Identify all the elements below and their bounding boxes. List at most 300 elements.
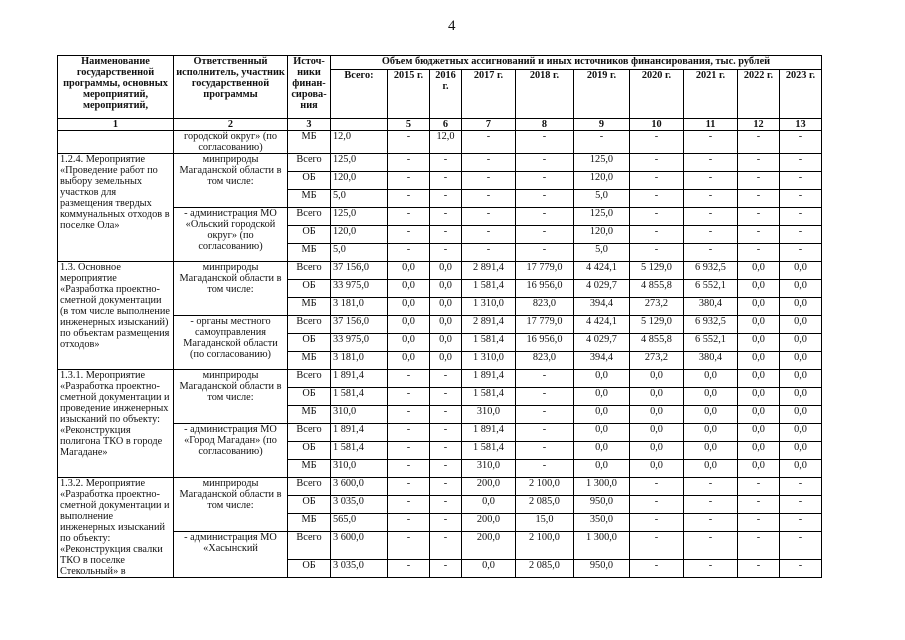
total-value: 3 035,0 — [331, 496, 388, 514]
total-value: 310,0 — [331, 460, 388, 478]
year-value: 17 779,0 — [516, 262, 574, 280]
funding-source: ОБ — [288, 388, 331, 406]
year-value: - — [684, 514, 738, 532]
year-value: 4 855,8 — [630, 280, 684, 298]
year-value: 0,0 — [780, 424, 822, 442]
year-value: 125,0 — [574, 154, 630, 172]
year-value: 1 581,4 — [462, 442, 516, 460]
year-value: - — [780, 560, 822, 578]
year-value: 1 300,0 — [574, 478, 630, 496]
year-value: - — [780, 514, 822, 532]
year-value: - — [780, 244, 822, 262]
table-row — [58, 370, 822, 388]
year-value: - — [388, 388, 430, 406]
year-value: 1 310,0 — [462, 298, 516, 316]
year-value: - — [388, 424, 430, 442]
year-value: 4 424,1 — [574, 262, 630, 280]
total-value: 33 975,0 — [331, 334, 388, 352]
year-value: 120,0 — [574, 226, 630, 244]
year-value: - — [780, 478, 822, 496]
year-value: - — [780, 532, 822, 560]
year-value: 0,0 — [738, 334, 780, 352]
year-value: 0,0 — [462, 496, 516, 514]
funding-source: МБ — [288, 352, 331, 370]
header-source: Источ-ники финан-сирова-ния — [288, 56, 331, 119]
year-value: 4 029,7 — [574, 280, 630, 298]
funding-source: МБ — [288, 298, 331, 316]
year-value: - — [684, 208, 738, 226]
total-value: 1 891,4 — [331, 424, 388, 442]
year-value: 0,0 — [430, 262, 462, 280]
year-value: - — [462, 172, 516, 190]
total-value: 12,0 — [331, 131, 388, 154]
year-value: 0,0 — [630, 424, 684, 442]
funding-source: Всего — [288, 316, 331, 334]
year-value: 0,0 — [574, 460, 630, 478]
year-value: 0,0 — [738, 280, 780, 298]
year-value: - — [630, 208, 684, 226]
year-value: - — [780, 172, 822, 190]
year-value: - — [684, 560, 738, 578]
year-value: - — [388, 226, 430, 244]
responsible-executor: минприроды Магаданской области в том числе: — [174, 478, 288, 532]
year-value: - — [780, 226, 822, 244]
year-value: - — [516, 226, 574, 244]
funding-source: Всего — [288, 424, 331, 442]
year-value: 0,0 — [388, 334, 430, 352]
year-value: - — [516, 131, 574, 154]
year-value: - — [630, 478, 684, 496]
year-value: 0,0 — [738, 298, 780, 316]
year-value: - — [430, 190, 462, 208]
year-value: 16 956,0 — [516, 334, 574, 352]
funding-source: МБ — [288, 406, 331, 424]
year-value: 0,0 — [738, 424, 780, 442]
year-value: - — [630, 154, 684, 172]
header-responsible: Ответственный исполнитель, участник государственной программы — [174, 56, 288, 119]
header-year: 2015 г. — [388, 70, 430, 119]
year-value: 0,0 — [780, 334, 822, 352]
year-value: 0,0 — [430, 334, 462, 352]
total-value: 3 600,0 — [331, 478, 388, 496]
year-value: 0,0 — [388, 280, 430, 298]
year-value: 0,0 — [780, 460, 822, 478]
year-value: - — [388, 154, 430, 172]
header-year: 2021 г. — [684, 70, 738, 119]
year-value: 16 956,0 — [516, 280, 574, 298]
total-value: 1 891,4 — [331, 370, 388, 388]
funding-source: Всего — [288, 208, 331, 226]
funding-source: ОБ — [288, 442, 331, 460]
funding-source: Всего — [288, 154, 331, 172]
year-value: - — [738, 226, 780, 244]
year-value: - — [516, 154, 574, 172]
year-value: - — [430, 226, 462, 244]
measure-name: 1.2.4. Мероприятие «Проведение работ по выбору земельных участков для размещения твердых коммунальных отходов в поселке Ола» — [58, 154, 174, 262]
year-value: 0,0 — [388, 316, 430, 334]
year-value: - — [516, 190, 574, 208]
year-value: - — [516, 424, 574, 442]
responsible-executor: минприроды Магаданской области в том числе: — [174, 262, 288, 316]
total-value: 37 156,0 — [331, 316, 388, 334]
responsible-executor: - органы местного самоуправления Магаданской области (по согласованию) — [174, 316, 288, 370]
funding-source: МБ — [288, 244, 331, 262]
year-value: 0,0 — [684, 388, 738, 406]
year-value: - — [388, 370, 430, 388]
year-value: - — [684, 478, 738, 496]
year-value: 6 552,1 — [684, 280, 738, 298]
total-value: 125,0 — [331, 154, 388, 172]
year-value: - — [780, 208, 822, 226]
year-value: 394,4 — [574, 352, 630, 370]
year-value: - — [430, 244, 462, 262]
year-value: 0,0 — [462, 560, 516, 578]
year-value: 0,0 — [780, 370, 822, 388]
funding-source: МБ — [288, 131, 331, 154]
year-value: 950,0 — [574, 560, 630, 578]
year-value: 1 310,0 — [462, 352, 516, 370]
year-value: 120,0 — [574, 172, 630, 190]
responsible-executor: - администрация МО «Хасынский — [174, 532, 288, 578]
year-value: 0,0 — [684, 442, 738, 460]
header-volume: Объем бюджетных ассигнований и иных источников финансирования, тыс. рублей — [331, 56, 822, 70]
year-value: 15,0 — [516, 514, 574, 532]
year-value: - — [388, 496, 430, 514]
year-value: 380,4 — [684, 298, 738, 316]
year-value: - — [462, 226, 516, 244]
total-value: 120,0 — [331, 172, 388, 190]
year-value: - — [630, 226, 684, 244]
measure-name — [58, 131, 174, 154]
year-value: 0,0 — [780, 280, 822, 298]
total-value: 1 581,4 — [331, 442, 388, 460]
year-value: - — [738, 478, 780, 496]
year-value: 0,0 — [684, 460, 738, 478]
year-value: 0,0 — [738, 388, 780, 406]
year-value: - — [430, 388, 462, 406]
year-value: - — [388, 208, 430, 226]
column-number: 5 — [388, 119, 430, 131]
column-number: 13 — [780, 119, 822, 131]
year-value: 4 424,1 — [574, 316, 630, 334]
total-value: 3 600,0 — [331, 532, 388, 560]
year-value: 5 129,0 — [630, 316, 684, 334]
year-value: 0,0 — [630, 388, 684, 406]
year-value: - — [388, 190, 430, 208]
total-value: 310,0 — [331, 406, 388, 424]
financing-table — [57, 55, 822, 578]
year-value: - — [684, 496, 738, 514]
year-value: 0,0 — [684, 424, 738, 442]
year-value: 0,0 — [430, 298, 462, 316]
year-value: 823,0 — [516, 298, 574, 316]
year-value: - — [516, 370, 574, 388]
funding-source: МБ — [288, 460, 331, 478]
year-value: 200,0 — [462, 478, 516, 496]
year-value: 0,0 — [738, 316, 780, 334]
year-value: 0,0 — [780, 388, 822, 406]
total-value: 3 181,0 — [331, 298, 388, 316]
year-value: - — [738, 208, 780, 226]
header-year: 2020 г. — [630, 70, 684, 119]
year-value: 0,0 — [780, 352, 822, 370]
header-year: 2018 г. — [516, 70, 574, 119]
year-value: - — [430, 172, 462, 190]
year-value: 0,0 — [430, 280, 462, 298]
column-number: 11 — [684, 119, 738, 131]
year-value: - — [388, 406, 430, 424]
funding-source: МБ — [288, 514, 331, 532]
funding-source: Всего — [288, 370, 331, 388]
year-value: 380,4 — [684, 352, 738, 370]
year-value: 0,0 — [780, 316, 822, 334]
year-value: 0,0 — [388, 262, 430, 280]
header-name: Наименование государственной программы, основных мероприятий, мероприятий, — [58, 56, 174, 119]
year-value: 200,0 — [462, 514, 516, 532]
year-value: 6 932,5 — [684, 316, 738, 334]
year-value: 1 581,4 — [462, 280, 516, 298]
total-value: 1 581,4 — [331, 388, 388, 406]
year-value: 2 891,4 — [462, 316, 516, 334]
total-value: 3 181,0 — [331, 352, 388, 370]
year-value: - — [388, 131, 430, 154]
year-value: 394,4 — [574, 298, 630, 316]
year-value: - — [516, 244, 574, 262]
year-value: 5 129,0 — [630, 262, 684, 280]
year-value: - — [430, 424, 462, 442]
year-value: - — [684, 244, 738, 262]
year-value: 823,0 — [516, 352, 574, 370]
header-year: 2023 г. — [780, 70, 822, 119]
year-value: 5,0 — [574, 244, 630, 262]
year-value: - — [630, 560, 684, 578]
year-value: - — [574, 131, 630, 154]
year-value: - — [430, 514, 462, 532]
year-value: - — [516, 388, 574, 406]
year-value: - — [684, 131, 738, 154]
year-value: 2 100,0 — [516, 478, 574, 496]
year-value: 0,0 — [430, 316, 462, 334]
year-value: 0,0 — [780, 442, 822, 460]
funding-source: Всего — [288, 532, 331, 560]
measure-name: 1.3.1. Мероприятие «Разработка проектно-сметной документации и проведение инженерных изысканий по объекту: «Реконструкция полигона ТКО в городе Магадане» — [58, 370, 174, 478]
year-value: - — [630, 514, 684, 532]
funding-source: Всего — [288, 262, 331, 280]
column-number: 8 — [516, 119, 574, 131]
year-value: - — [684, 532, 738, 560]
year-value: 0,0 — [388, 352, 430, 370]
year-value: 1 300,0 — [574, 532, 630, 560]
year-value: 0,0 — [738, 442, 780, 460]
year-value: - — [430, 442, 462, 460]
year-value: 0,0 — [738, 352, 780, 370]
measure-name: 1.3. Основное мероприятие «Разработка проектно-сметной документации (в том числе выполнение инженерных изысканий) по объектам размещения отходов» — [58, 262, 174, 370]
year-value: - — [430, 460, 462, 478]
year-value: - — [388, 532, 430, 560]
year-value: - — [516, 172, 574, 190]
year-value: 0,0 — [630, 406, 684, 424]
responsible-executor: минприроды Магаданской области в том числе: — [174, 154, 288, 208]
year-value: - — [516, 442, 574, 460]
year-value: - — [388, 478, 430, 496]
responsible-executor: - администрация МО «Ольский городской округ» (по согласованию) — [174, 208, 288, 262]
total-value: 5,0 — [331, 190, 388, 208]
year-value: 0,0 — [574, 388, 630, 406]
funding-source: ОБ — [288, 172, 331, 190]
total-value: 120,0 — [331, 226, 388, 244]
year-value: - — [630, 496, 684, 514]
header-year: 2022 г. — [738, 70, 780, 119]
measure-name: 1.3.2. Мероприятие «Разработка проектно-сметной документации и выполнение инженерных изысканий по объекту: «Реконструкция свалки ТКО в поселке Стекольный» в — [58, 478, 174, 578]
total-value: 33 975,0 — [331, 280, 388, 298]
page-number: 4 — [448, 18, 456, 34]
year-value: 2 891,4 — [462, 262, 516, 280]
year-value: - — [684, 190, 738, 208]
year-value: - — [684, 154, 738, 172]
responsible-executor: минприроды Магаданской области в том числе: — [174, 370, 288, 424]
year-value: - — [430, 406, 462, 424]
funding-source: ОБ — [288, 226, 331, 244]
year-value: - — [462, 131, 516, 154]
year-value: 0,0 — [684, 406, 738, 424]
total-value: 125,0 — [331, 208, 388, 226]
column-number: 10 — [630, 119, 684, 131]
year-value: 0,0 — [430, 352, 462, 370]
year-value: 0,0 — [738, 262, 780, 280]
year-value: 0,0 — [738, 370, 780, 388]
year-value: - — [780, 190, 822, 208]
year-value: - — [738, 496, 780, 514]
year-value: - — [462, 208, 516, 226]
year-value: 273,2 — [630, 298, 684, 316]
column-number: 12 — [738, 119, 780, 131]
year-value: 4 855,8 — [630, 334, 684, 352]
funding-source: ОБ — [288, 496, 331, 514]
year-value: - — [462, 190, 516, 208]
year-value: 17 779,0 — [516, 316, 574, 334]
year-value: - — [516, 460, 574, 478]
year-value: - — [780, 154, 822, 172]
year-value: - — [430, 496, 462, 514]
year-value: - — [430, 370, 462, 388]
year-value: 12,0 — [430, 131, 462, 154]
year-value: 1 891,4 — [462, 370, 516, 388]
year-value: - — [738, 244, 780, 262]
funding-source: ОБ — [288, 280, 331, 298]
year-value: - — [430, 532, 462, 560]
year-value: 5,0 — [574, 190, 630, 208]
year-value: - — [388, 442, 430, 460]
total-value: 3 035,0 — [331, 560, 388, 578]
year-value: 0,0 — [574, 370, 630, 388]
total-value: 5,0 — [331, 244, 388, 262]
year-value: 0,0 — [574, 406, 630, 424]
total-value: 565,0 — [331, 514, 388, 532]
year-value: - — [738, 154, 780, 172]
column-number: 3 — [288, 119, 331, 131]
year-value: - — [738, 190, 780, 208]
header-year: 2019 г. — [574, 70, 630, 119]
table-row — [58, 478, 822, 496]
funding-source: МБ — [288, 190, 331, 208]
table-row — [58, 154, 822, 172]
column-number: 6 — [430, 119, 462, 131]
year-value: - — [738, 131, 780, 154]
year-value: - — [430, 208, 462, 226]
column-number: 7 — [462, 119, 516, 131]
year-value: 0,0 — [630, 460, 684, 478]
year-value: - — [684, 226, 738, 244]
funding-source: ОБ — [288, 560, 331, 578]
year-value: 310,0 — [462, 406, 516, 424]
year-value: 0,0 — [738, 406, 780, 424]
year-value: - — [388, 460, 430, 478]
year-value: - — [738, 560, 780, 578]
year-value: - — [780, 496, 822, 514]
funding-source: ОБ — [288, 334, 331, 352]
year-value: - — [388, 560, 430, 578]
year-value: 0,0 — [574, 442, 630, 460]
year-value: - — [630, 131, 684, 154]
year-value: - — [462, 244, 516, 262]
year-value: 125,0 — [574, 208, 630, 226]
column-number: 2 — [174, 119, 288, 131]
year-value: 2 085,0 — [516, 560, 574, 578]
year-value: 1 581,4 — [462, 334, 516, 352]
year-value: 0,0 — [780, 262, 822, 280]
year-value: - — [630, 532, 684, 560]
year-value: 1 891,4 — [462, 424, 516, 442]
column-number: 1 — [58, 119, 174, 131]
year-value: - — [630, 190, 684, 208]
year-value: - — [430, 478, 462, 496]
column-number: 9 — [574, 119, 630, 131]
year-value: 4 029,7 — [574, 334, 630, 352]
year-value: - — [516, 406, 574, 424]
year-value: 0,0 — [388, 298, 430, 316]
year-value: - — [684, 172, 738, 190]
year-value: - — [738, 532, 780, 560]
year-value: 2 100,0 — [516, 532, 574, 560]
year-value: 6 552,1 — [684, 334, 738, 352]
year-value: 273,2 — [630, 352, 684, 370]
year-value: 2 085,0 — [516, 496, 574, 514]
year-value: 0,0 — [780, 298, 822, 316]
year-value: 350,0 — [574, 514, 630, 532]
year-value: 200,0 — [462, 532, 516, 560]
year-value: 0,0 — [738, 460, 780, 478]
year-value: 0,0 — [684, 370, 738, 388]
year-value: 6 932,5 — [684, 262, 738, 280]
table-row — [58, 262, 822, 280]
year-value: - — [388, 514, 430, 532]
year-value: 310,0 — [462, 460, 516, 478]
year-value: - — [780, 131, 822, 154]
year-value: 950,0 — [574, 496, 630, 514]
responsible-executor: городской округ» (по согласованию) — [174, 131, 288, 154]
year-value: - — [630, 172, 684, 190]
total-value: 37 156,0 — [331, 262, 388, 280]
table-row — [58, 131, 822, 154]
column-number — [331, 119, 388, 131]
year-value: 0,0 — [574, 424, 630, 442]
header-year: 2016 г. — [430, 70, 462, 119]
year-value: - — [388, 172, 430, 190]
responsible-executor: - администрация МО «Город Магадан» (по согласованию) — [174, 424, 288, 478]
year-value: - — [738, 172, 780, 190]
year-value: 1 581,4 — [462, 388, 516, 406]
year-value: 0,0 — [780, 406, 822, 424]
